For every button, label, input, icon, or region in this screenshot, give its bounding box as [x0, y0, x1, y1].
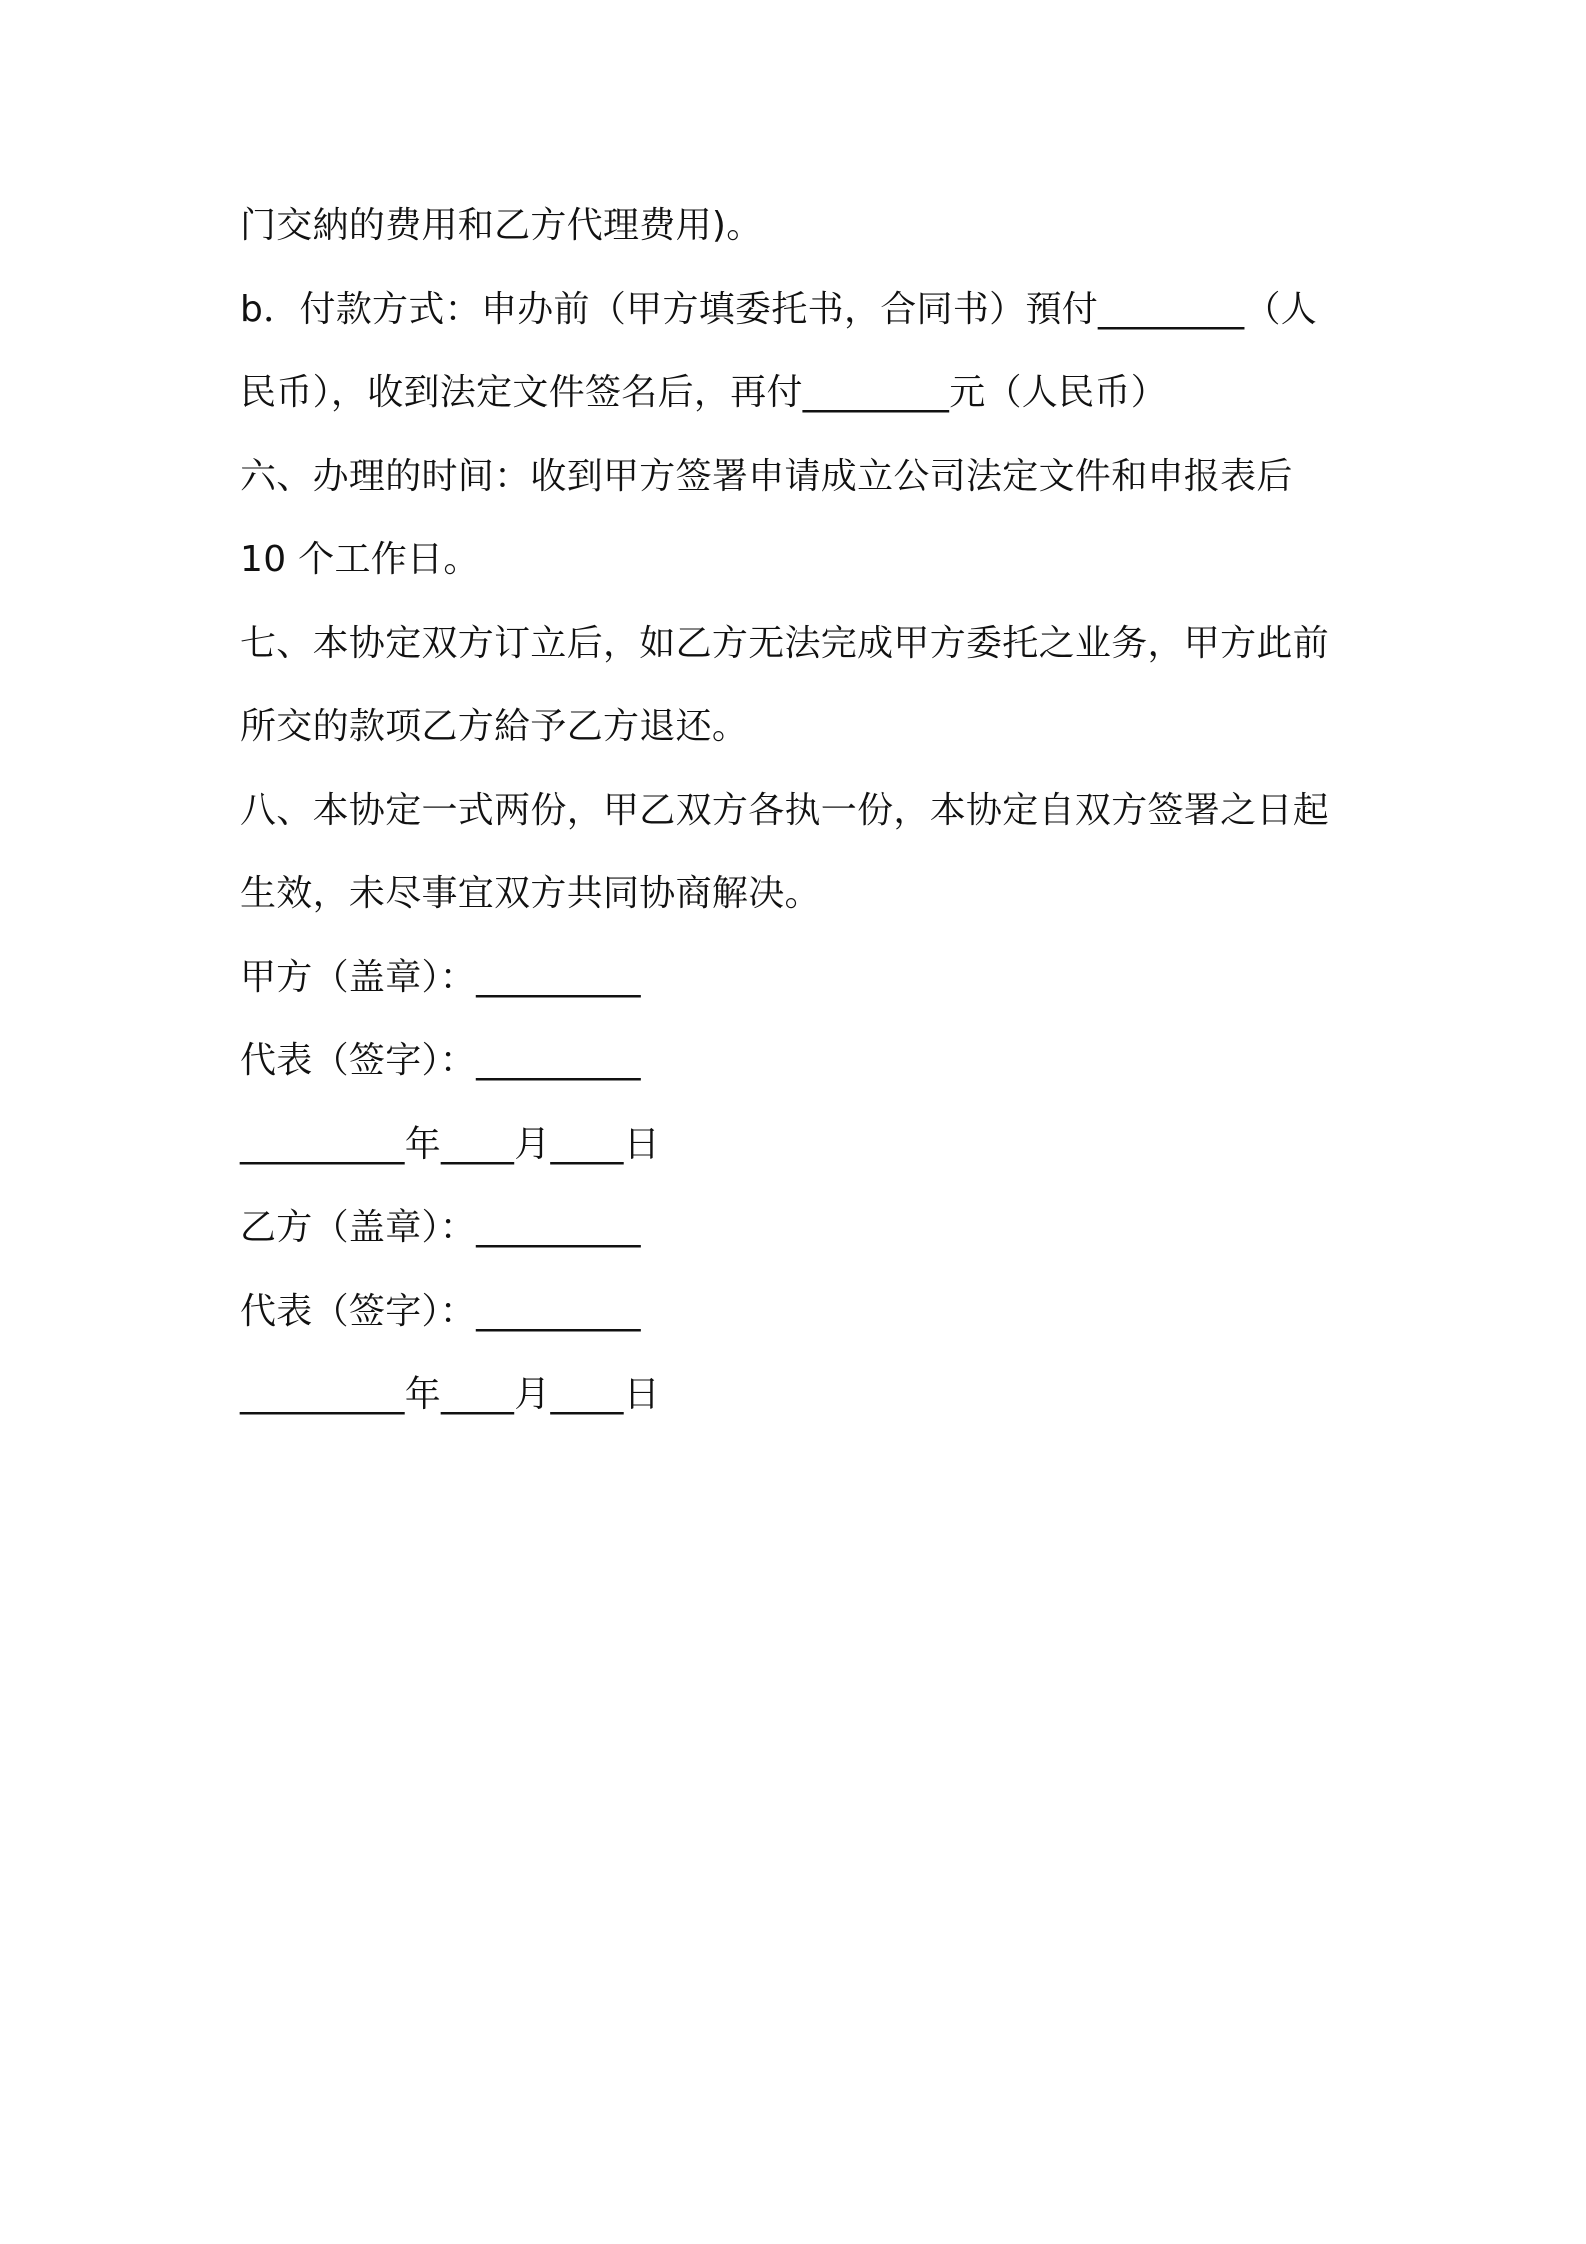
- processing-time-line-1: 六、办理的时间：收到甲方签署申请成立公司法定文件和申报表后: [240, 455, 1293, 497]
- party-a-seal-line: 甲方（盖章）：_________: [240, 956, 641, 998]
- party-a-representative-line: 代表（签字）：_________: [240, 1040, 641, 1081]
- clause-seven-line-2: 所交的款项乙方給予乙方退还。: [240, 706, 749, 747]
- clause-eight-line-1: 八、本协定一式两份，甲乙双方各执一份，本协定自双方签署之日起: [240, 789, 1330, 831]
- paragraph-fee-end: 门交納的费用和乙方代理费用)。: [240, 205, 763, 246]
- document-body: [240, 196, 1360, 1449]
- party-b-seal-line: 乙方（盖章）：_________: [240, 1207, 641, 1248]
- party-a-date-line: _________年____月____日: [240, 1123, 660, 1165]
- clause-eight-line-2: 生效，未尽事宜双方共同协商解决。: [240, 873, 821, 914]
- processing-time-line-2: 10 个工作日。: [240, 539, 480, 580]
- payment-method-line-1: b．付款方式：申办前（甲方填委托书，合同书）預付________（人: [240, 288, 1318, 330]
- party-b-date-line: _________年____月____日: [240, 1374, 660, 1415]
- clause-seven-line-1: 七、本协定双方订立后，如乙方无法完成甲方委托之业务，甲方此前: [240, 622, 1330, 664]
- party-b-representative-line: 代表（签字）：_________: [240, 1290, 641, 1332]
- payment-method-line-2: 民币），收到法定文件签名后，再付________元（人民币）: [240, 372, 1167, 413]
